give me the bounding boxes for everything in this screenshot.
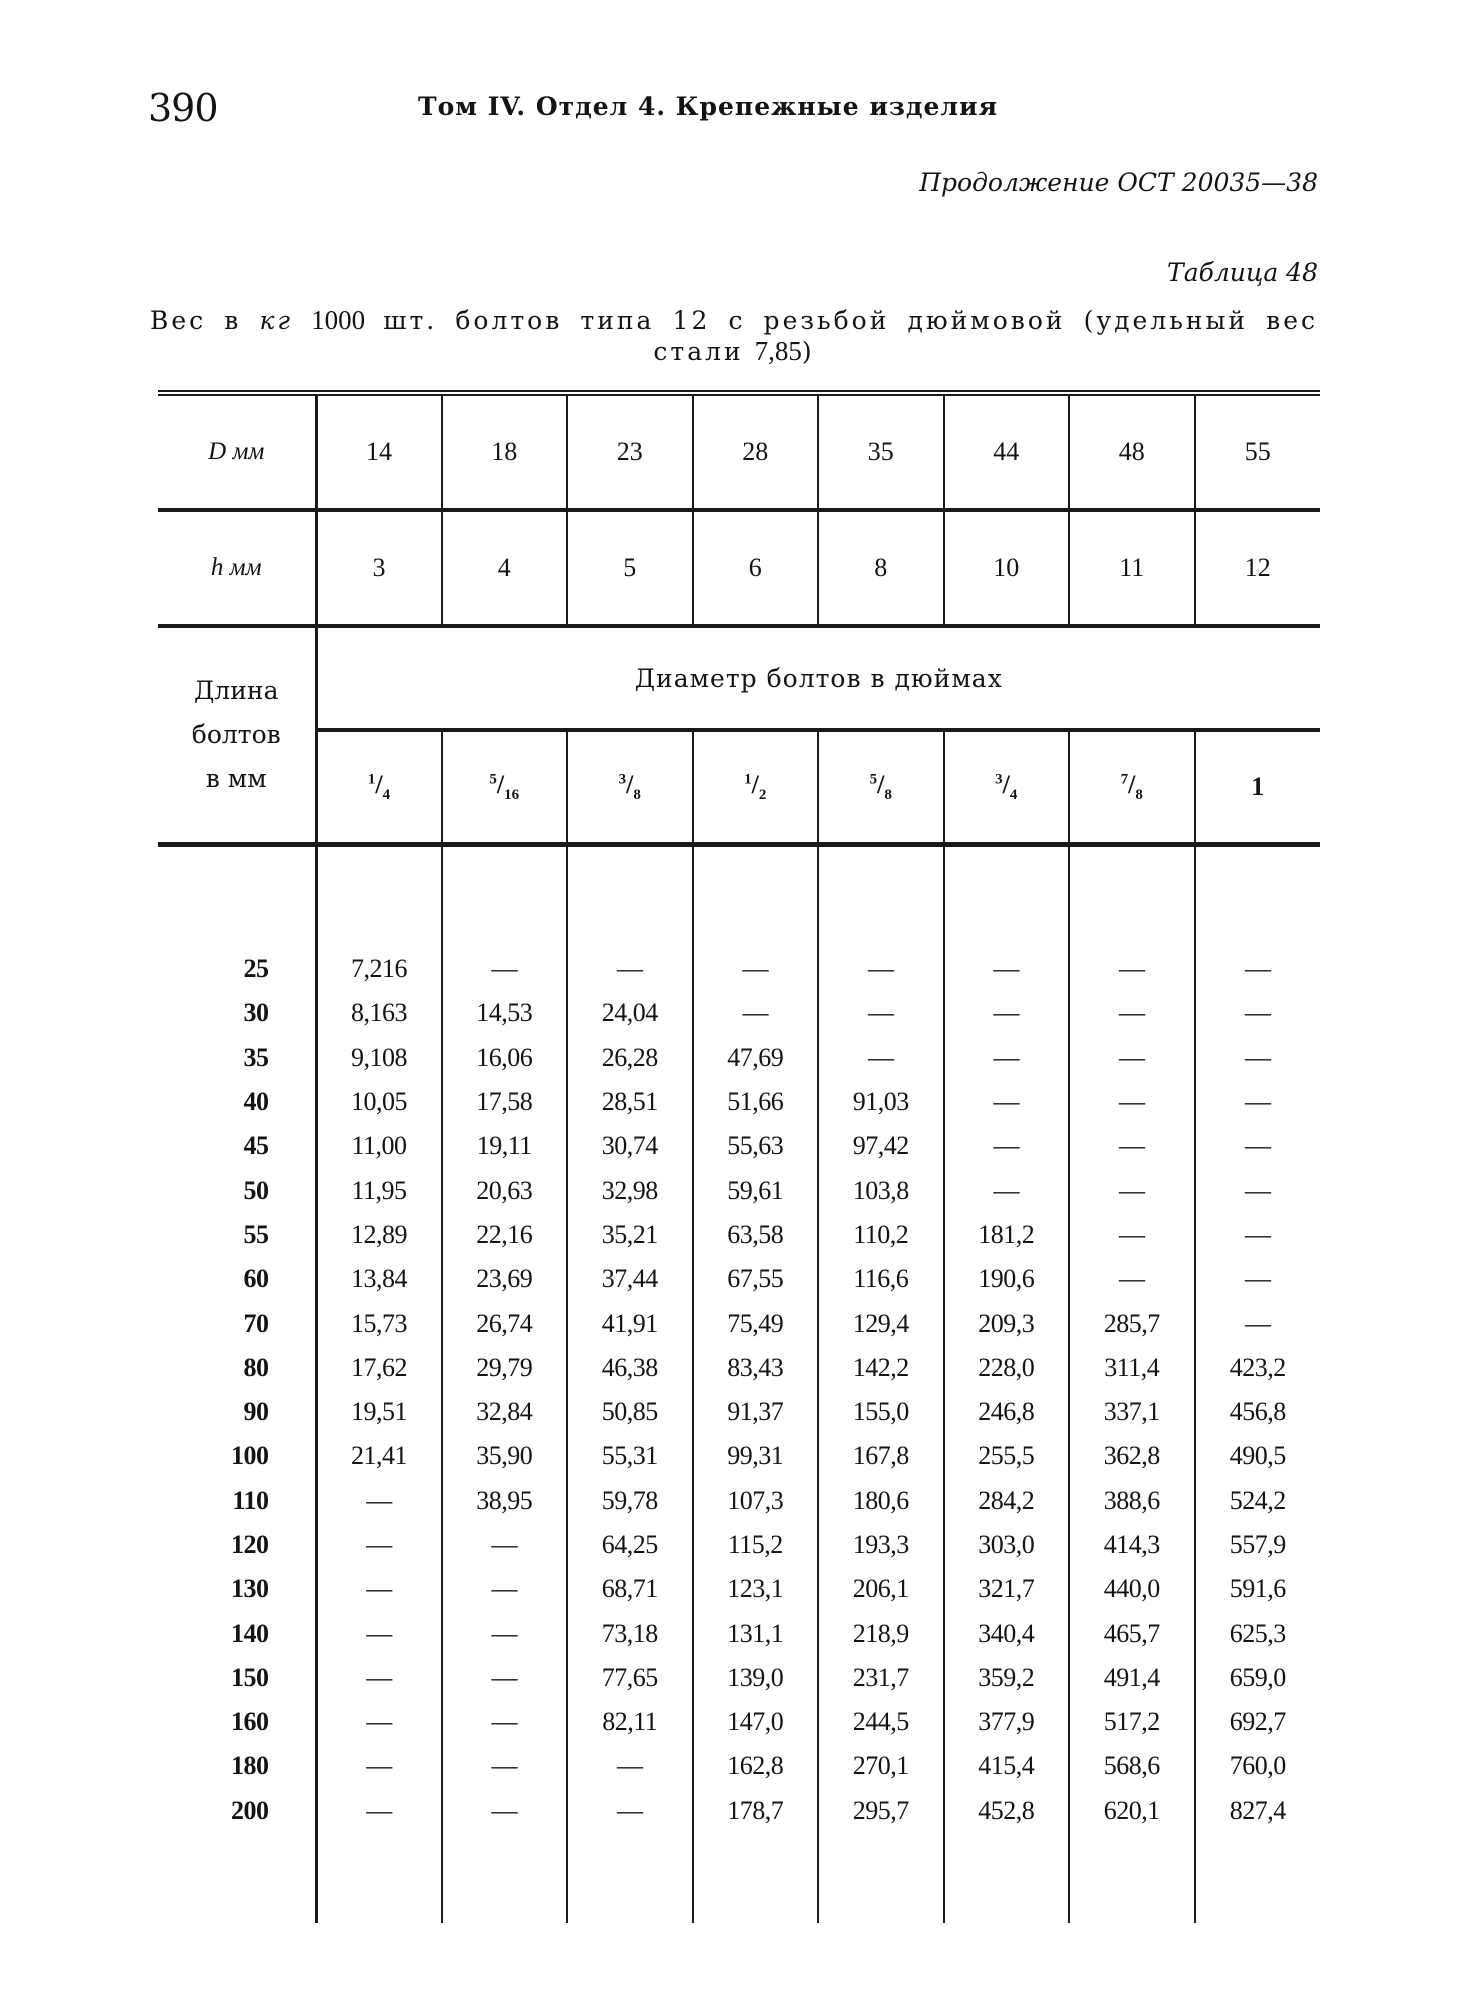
weight-cell: — [1069,1080,1195,1124]
h-value: 10 [944,512,1070,626]
weight-cell: 97,42 [818,1124,944,1168]
fraction-denominator: 2 [758,787,767,804]
weight-cell: 440,0 [1069,1567,1195,1611]
weight-cell: 490,5 [1229,1441,1286,1471]
weight-cell: 620,1 [1069,1789,1195,1833]
weight-cell: 14,53 [442,991,568,1035]
weight-cell: 452,8 [944,1789,1070,1833]
weight-cell: 218,9 [818,1611,944,1655]
weight-cell: 116,6 [818,1257,944,1301]
weight-cell: — [316,1523,442,1567]
weight-cell: 83,43 [693,1346,819,1390]
weight-cell: 295,7 [818,1789,944,1833]
weight-cell: 115,2 [693,1523,819,1567]
table-row [158,1567,1320,1611]
weight-cell: — [1069,1036,1195,1080]
weight-cell: — [1069,947,1195,991]
weight-cell: 11,00 [316,1124,442,1168]
weight-cell: — [944,1168,1070,1212]
weight-cell: 10,05 [316,1080,442,1124]
weight-cell: — [1069,1124,1195,1168]
table-row [158,991,1320,1035]
length-cell: 140 [158,1611,316,1655]
weight-cell: 77,65 [567,1656,693,1700]
weight-cell: 244,5 [818,1700,944,1744]
length-cell: 55 [158,1213,316,1257]
weight-cell: — [316,1789,442,1833]
weight-cell: — [1069,1168,1195,1212]
fraction-denominator: 4 [382,787,391,804]
diameter-fraction-row [158,732,1320,845]
weight-cell: 591,6 [1229,1574,1286,1604]
weight-cell: — [1245,1308,1271,1338]
length-cell: 180 [158,1744,316,1788]
page-number: 390 [148,86,218,130]
h-value: 8 [818,512,944,626]
table-row [158,1434,1320,1478]
weight-cell: — [442,1523,568,1567]
weight-cell: 29,79 [442,1346,568,1390]
length-cell: 150 [158,1656,316,1700]
d-value: 48 [1069,396,1195,510]
weight-cell: 181,2 [944,1213,1070,1257]
table-row [158,1744,1320,1788]
length-cell: 120 [158,1523,316,1567]
weight-cell: 91,37 [693,1390,819,1434]
weight-cell: 19,51 [316,1390,442,1434]
weight-cell: 41,91 [567,1301,693,1345]
weight-cell: 147,0 [693,1700,819,1744]
length-cell: 70 [158,1301,316,1345]
caption-number: 1000 [311,305,366,335]
fraction-numerator: 5 [489,771,497,788]
length-head-line1: Длина [194,676,279,705]
weight-cell: 827,4 [1229,1795,1286,1825]
weight-cell: 517,2 [1069,1700,1195,1744]
weight-cell: — [442,1789,568,1833]
d-value: 28 [693,396,819,510]
weight-cell: 359,2 [944,1656,1070,1700]
weight-cell: 38,95 [442,1479,568,1523]
weight-cell: 107,3 [693,1479,819,1523]
length-head-line3: в мм [205,764,267,793]
length-cell: 35 [158,1036,316,1080]
weight-cell: — [944,991,1070,1035]
weight-cell: 67,55 [693,1257,819,1301]
weight-cell: — [567,1744,693,1788]
weight-cell: — [944,1036,1070,1080]
h-value: 4 [442,512,568,626]
d-row [158,396,1320,510]
length-cell: 40 [158,1080,316,1124]
weight-cell: 491,4 [1069,1656,1195,1700]
fraction-slash: / [375,769,383,799]
table-row [158,1390,1320,1434]
weight-cell: 129,4 [818,1301,944,1345]
weight-cell: 209,3 [944,1301,1070,1345]
weight-cell: 388,6 [1069,1479,1195,1523]
weight-cell: 9,108 [316,1036,442,1080]
weight-cell: 139,0 [693,1656,819,1700]
weight-cell: 35,90 [442,1434,568,1478]
table-row [158,1656,1320,1700]
caption-part3: ) [801,337,815,366]
weight-cell: 465,7 [1069,1611,1195,1655]
d-value: 18 [442,396,568,510]
weight-cell: 414,3 [1069,1523,1195,1567]
weight-cell: 32,84 [442,1390,568,1434]
fraction-denominator: 8 [633,787,641,804]
weight-cell: 55,31 [567,1434,693,1478]
h-value: 5 [567,512,693,626]
length-cell: 60 [158,1257,316,1301]
weight-cell: 28,51 [567,1080,693,1124]
h-value: 6 [693,512,819,626]
weight-cell: 311,4 [1069,1346,1195,1390]
weight-cell: 337,1 [1069,1390,1195,1434]
length-cell: 25 [158,947,316,991]
weight-cell: — [944,1124,1070,1168]
weight-cell: 255,5 [944,1434,1070,1478]
weight-cell: — [818,1036,944,1080]
weight-cell: 13,84 [316,1257,442,1301]
weight-cell: 21,41 [316,1434,442,1478]
caption-density: 7,85 [754,336,802,366]
caption-part1: Вес в [150,306,260,335]
fraction-slash: / [877,769,885,799]
weight-cell: — [693,947,819,991]
length-cell: 90 [158,1390,316,1434]
weight-cell: 167,8 [818,1434,944,1478]
weight-cell: 46,38 [567,1346,693,1390]
diameter-fraction [316,732,442,845]
table-row [158,1036,1320,1080]
weight-cell: — [316,1656,442,1700]
weight-cell: 270,1 [818,1744,944,1788]
weight-cell: 103,8 [818,1168,944,1212]
weight-cell: — [316,1479,442,1523]
weight-cell: 64,25 [567,1523,693,1567]
fraction-slash: / [1128,769,1136,799]
weight-cell: — [316,1567,442,1611]
table-row [158,1789,1320,1833]
weight-cell: 82,11 [567,1700,693,1744]
fraction-slash: / [496,769,505,799]
length-cell: 50 [158,1168,316,1212]
fraction-numerator: 7 [1120,771,1129,788]
caption-unit: кг [259,306,294,335]
diameter-header: Диаметр болтов в дюймах [316,628,1320,730]
fraction-slash: / [751,769,759,799]
weight-cell: — [567,1789,693,1833]
weight-cell: — [1069,991,1195,1035]
weight-cell: 20,63 [442,1168,568,1212]
weight-cell: 178,7 [693,1789,819,1833]
weight-cell: 55,63 [693,1124,819,1168]
weight-cell: 123,1 [693,1567,819,1611]
weight-cell: 17,62 [316,1346,442,1390]
weight-cell: — [944,1080,1070,1124]
h-label: h мм [158,512,316,626]
weight-cell: — [1245,998,1271,1028]
weight-cell: 423,2 [1229,1352,1286,1382]
table-number: Таблица 48 [1167,258,1318,287]
weight-cell: — [944,947,1070,991]
length-cell: 100 [158,1434,316,1478]
bolt-weight-table [158,390,1320,1923]
table-row [158,1523,1320,1567]
diameter-fraction [442,732,568,845]
fraction-numerator: 3 [995,771,1003,788]
weight-cell: 557,9 [1229,1530,1286,1559]
diameter-fraction [944,732,1070,845]
diameter-fraction [1069,732,1195,845]
table-row [158,1700,1320,1744]
weight-cell: — [1245,954,1271,984]
weight-cell: — [1245,1131,1271,1161]
weight-cell: 75,49 [693,1301,819,1345]
diameter-fraction [567,732,693,845]
weight-cell: 26,28 [567,1036,693,1080]
fraction-denominator: 8 [1135,787,1143,804]
weight-cell: 23,69 [442,1257,568,1301]
weight-cell: 180,6 [818,1479,944,1523]
weight-cell: 22,16 [442,1213,568,1257]
weight-cell: 206,1 [818,1567,944,1611]
weight-cell: 162,8 [693,1744,819,1788]
weight-cell: 228,0 [944,1346,1070,1390]
fraction-numerator: 1 [744,771,752,788]
continuation-note: Продолжение ОСТ 20035—38 [919,168,1318,197]
weight-cell: 11,95 [316,1168,442,1212]
weight-cell: 32,98 [567,1168,693,1212]
fraction-slash: / [626,769,634,799]
weight-cell: — [1245,1042,1271,1072]
weight-cell: 155,0 [818,1390,944,1434]
weight-cell: 50,85 [567,1390,693,1434]
weight-cell: 17,58 [442,1080,568,1124]
weight-cell: 625,3 [1229,1618,1286,1648]
weight-cell: 37,44 [567,1257,693,1301]
weight-cell: 362,8 [1069,1434,1195,1478]
table-row [158,1257,1320,1301]
weight-cell: — [442,1744,568,1788]
weight-cell: 377,9 [944,1700,1070,1744]
weight-cell: 24,04 [567,991,693,1035]
h-row [158,512,1320,626]
d-value: 55 [1244,437,1271,466]
d-value: 35 [818,396,944,510]
weight-cell: — [1245,1087,1271,1117]
weight-cell: — [442,1567,568,1611]
weight-cell: 19,11 [442,1124,568,1168]
weight-cell: 59,61 [693,1168,819,1212]
table-row [158,1479,1320,1523]
fraction-numerator: 1 [367,771,376,788]
fraction-numerator: 3 [618,771,627,788]
weight-cell: — [442,947,568,991]
fraction-denominator: 16 [504,787,520,804]
weight-cell: 303,0 [944,1523,1070,1567]
weight-cell: 59,78 [567,1479,693,1523]
length-cell: 30 [158,991,316,1035]
fraction-whole: 1 [1251,772,1265,801]
weight-cell: 73,18 [567,1611,693,1655]
length-cell: 200 [158,1789,316,1833]
length-column-header [158,628,316,845]
table-row [158,947,1320,991]
table-row [158,1124,1320,1168]
length-cell: 45 [158,1124,316,1168]
table-row [158,1080,1320,1124]
h-value: 12 [1244,553,1271,582]
fraction-denominator: 4 [1009,787,1018,804]
weight-cell: — [316,1744,442,1788]
table-row [158,1301,1320,1345]
weight-cell: — [818,991,944,1035]
weight-cell: 110,2 [818,1213,944,1257]
table-row [158,1611,1320,1655]
weight-cell: 415,4 [944,1744,1070,1788]
weight-cell: 63,58 [693,1213,819,1257]
d-value: 14 [316,396,442,510]
length-cell: 80 [158,1346,316,1390]
table-row [158,1346,1320,1390]
diameter-fraction [693,732,819,845]
weight-cell: — [693,991,819,1035]
weight-cell: 99,31 [693,1434,819,1478]
weight-cell: 659,0 [1229,1662,1286,1692]
weight-cell: 284,2 [944,1479,1070,1523]
fraction-numerator: 5 [869,771,878,788]
weight-cell: 760,0 [1229,1751,1286,1781]
table-caption [150,305,1318,367]
weight-cell: 340,4 [944,1611,1070,1655]
weight-cell: — [1069,1257,1195,1301]
diameter-fraction [818,732,944,845]
length-head-line2: болтов [191,720,281,749]
h-value: 11 [1069,512,1195,626]
d-value: 44 [944,396,1070,510]
weight-cell: 321,7 [944,1567,1070,1611]
length-cell: 110 [158,1479,316,1523]
weight-cell: — [442,1700,568,1744]
weight-cell: — [1245,1219,1271,1249]
weight-cell: — [442,1611,568,1655]
weight-cell: 8,163 [316,991,442,1035]
weight-cell: 16,06 [442,1036,568,1080]
fraction-slash: / [1002,769,1010,799]
weight-cell: — [316,1611,442,1655]
length-cell: 130 [158,1567,316,1611]
weight-cell: 68,71 [567,1567,693,1611]
weight-cell: 193,3 [818,1523,944,1567]
weight-cell: — [1069,1213,1195,1257]
weight-cell: 47,69 [693,1036,819,1080]
weight-cell: 231,7 [818,1656,944,1700]
weight-cell: — [1245,1175,1271,1205]
weight-cell: — [316,1700,442,1744]
weight-cell: 246,8 [944,1390,1070,1434]
h-value: 3 [316,512,442,626]
weight-cell: — [567,947,693,991]
diameter-fraction [1195,732,1321,845]
weight-cell: 524,2 [1229,1485,1286,1515]
weight-cell: 456,8 [1229,1397,1286,1427]
length-cell: 160 [158,1700,316,1744]
weight-cell: 568,6 [1069,1744,1195,1788]
fraction-denominator: 8 [884,787,892,804]
weight-cell: 26,74 [442,1301,568,1345]
weight-cell: 131,1 [693,1611,819,1655]
weight-cell: 285,7 [1069,1301,1195,1345]
caption-part2: шт. болтов типа 12 с резьбой дюймовой (удельный вес стали [365,306,1319,366]
weight-cell: 30,74 [567,1124,693,1168]
running-head: Том IV. Отдел 4. Крепежные изделия [418,92,999,121]
weight-cell: — [818,947,944,991]
weight-cell: 35,21 [567,1213,693,1257]
weight-cell: — [1245,1264,1271,1294]
weight-cell: 51,66 [693,1080,819,1124]
weight-cell: 7,216 [316,947,442,991]
d-value: 23 [567,396,693,510]
weight-cell: 142,2 [818,1346,944,1390]
weight-cell: 15,73 [316,1301,442,1345]
d-label: D мм [158,396,316,510]
table-row [158,1168,1320,1212]
table-row [158,1213,1320,1257]
weight-cell: 91,03 [818,1080,944,1124]
weight-cell: — [442,1656,568,1700]
weight-cell: 692,7 [1229,1707,1286,1737]
weight-cell: 190,6 [944,1257,1070,1301]
weight-cell: 12,89 [316,1213,442,1257]
